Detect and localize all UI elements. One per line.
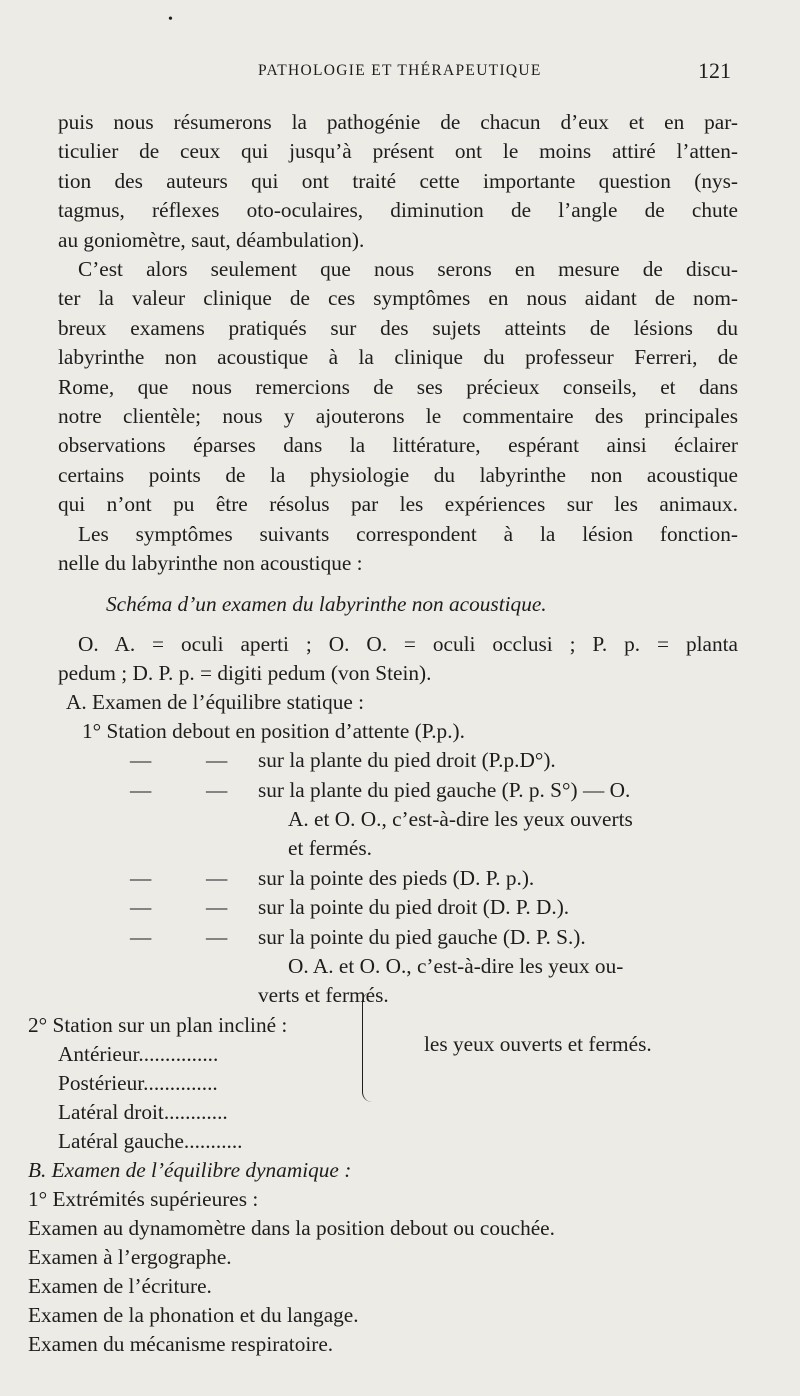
paragraph-line: nelle du labyrinthe non acoustique :	[58, 551, 363, 575]
paragraph-line: breux examens pratiqués sur des sujets atteints de lésions du	[58, 316, 738, 340]
section-a-heading: A. Examen de l’équilibre statique :	[66, 690, 365, 714]
paragraph-line: notre clientèle; nous y ajouterons le commentaire des principales	[58, 404, 738, 428]
exam-item: Examen à l’ergographe.	[28, 1245, 232, 1269]
ditto-dash: —	[206, 925, 228, 949]
station-item: et fermés.	[288, 836, 372, 860]
abbreviation-legend: pedum ; D. P. p. = digiti pedum (von Stein).	[58, 661, 432, 685]
paragraph-line: ticulier de ceux qui jusqu’à présent ont le moins attiré l’atten-	[58, 139, 738, 163]
incline-item: Antérieur...............	[58, 1042, 219, 1066]
page-header	[0, 60, 800, 86]
station-item: verts et fermés.	[258, 983, 389, 1007]
ditto-dash: —	[130, 925, 152, 949]
ditto-dash: —	[130, 748, 152, 772]
station-item: sur la plante du pied gauche (P. p. S°) — O.	[258, 778, 631, 802]
station-item: sur la pointe du pied gauche (D. P. S.).	[258, 925, 586, 949]
ditto-dash: —	[206, 866, 228, 890]
ditto-dash: —	[130, 895, 152, 919]
exam-item: Examen de l’écriture.	[28, 1274, 212, 1298]
ditto-dash: —	[206, 748, 228, 772]
paragraph-line: observations éparses dans la littérature, espérant ainsi éclairer	[58, 433, 738, 457]
running-title: PATHOLOGIE ET THÉRAPEUTIQUE	[258, 62, 542, 79]
paragraph-line: ter la valeur clinique de ces symptômes en nous aidant de nom-	[58, 286, 738, 310]
station-2: 2° Station sur un plan incliné :	[28, 1013, 288, 1037]
paragraph-line: C’est alors seulement que nous serons en mesure de discu-	[78, 257, 738, 281]
station-item: A. et O. O., c’est-à-dire les yeux ouverts	[288, 807, 633, 831]
station-item: sur la pointe du pied droit (D. P. D.).	[258, 895, 570, 919]
ditto-dash: —	[130, 866, 152, 890]
paragraph-line: qui n’ont pu être résolus par les expériences sur les animaux.	[58, 492, 738, 516]
exam-item: Examen de la phonation et du langage.	[28, 1303, 359, 1327]
schema-title: Schéma d’un examen du labyrinthe non acoustique.	[106, 592, 547, 616]
paragraph-line: tion des auteurs qui ont traité cette importante question (nys-	[58, 169, 738, 193]
incline-note: les yeux ouverts et fermés.	[424, 1032, 652, 1056]
exam-item: Examen au dynamomètre dans la position debout ou couchée.	[28, 1216, 555, 1240]
ditto-dash: —	[130, 778, 152, 802]
paragraph-line: puis nous résumerons la pathogénie de chacun d’eux et en par-	[58, 110, 738, 134]
exam-item: Examen du mécanisme respiratoire.	[28, 1332, 334, 1356]
abbreviation-legend: O. A. = oculi aperti ; O. O. = oculi occlusi ; P. p. = planta	[78, 632, 738, 656]
incline-item: Latéral droit............	[58, 1100, 228, 1124]
paragraph-line: Rome, que nous remercions de ses précieux conseils, et dans	[58, 375, 738, 399]
ditto-dash: —	[206, 895, 228, 919]
section-b-heading: B. Examen de l’équilibre dynamique :	[28, 1158, 352, 1182]
print-mark: •	[168, 12, 173, 27]
incline-item: Latéral gauche...........	[58, 1129, 243, 1153]
station-item: O. A. et O. O., c’est-à-dire les yeux ou-	[288, 954, 624, 978]
right-brace	[362, 992, 375, 1102]
paragraph-line: labyrinthe non acoustique à la clinique du professeur Ferreri, de	[58, 345, 738, 369]
station-1: 1° Station debout en position d’attente (P.p.).	[82, 719, 465, 743]
incline-item: Postérieur..............	[58, 1071, 218, 1095]
ditto-dash: —	[206, 778, 228, 802]
station-item: sur la plante du pied droit (P.p.D°).	[258, 748, 556, 772]
station-item: sur la pointe des pieds (D. P. p.).	[258, 866, 535, 890]
paragraph-line: au goniomètre, saut, déambulation).	[58, 228, 365, 252]
page-number: 121	[698, 58, 731, 83]
extremities-heading: 1° Extrémités supérieures :	[28, 1187, 259, 1211]
paragraph-line: certains points de la physiologie du labyrinthe non acoustique	[58, 463, 738, 487]
paragraph-line: tagmus, réflexes oto-oculaires, diminution de l’angle de chute	[58, 198, 738, 222]
paragraph-line: Les symptômes suivants correspondent à la lésion fonction-	[78, 522, 738, 546]
